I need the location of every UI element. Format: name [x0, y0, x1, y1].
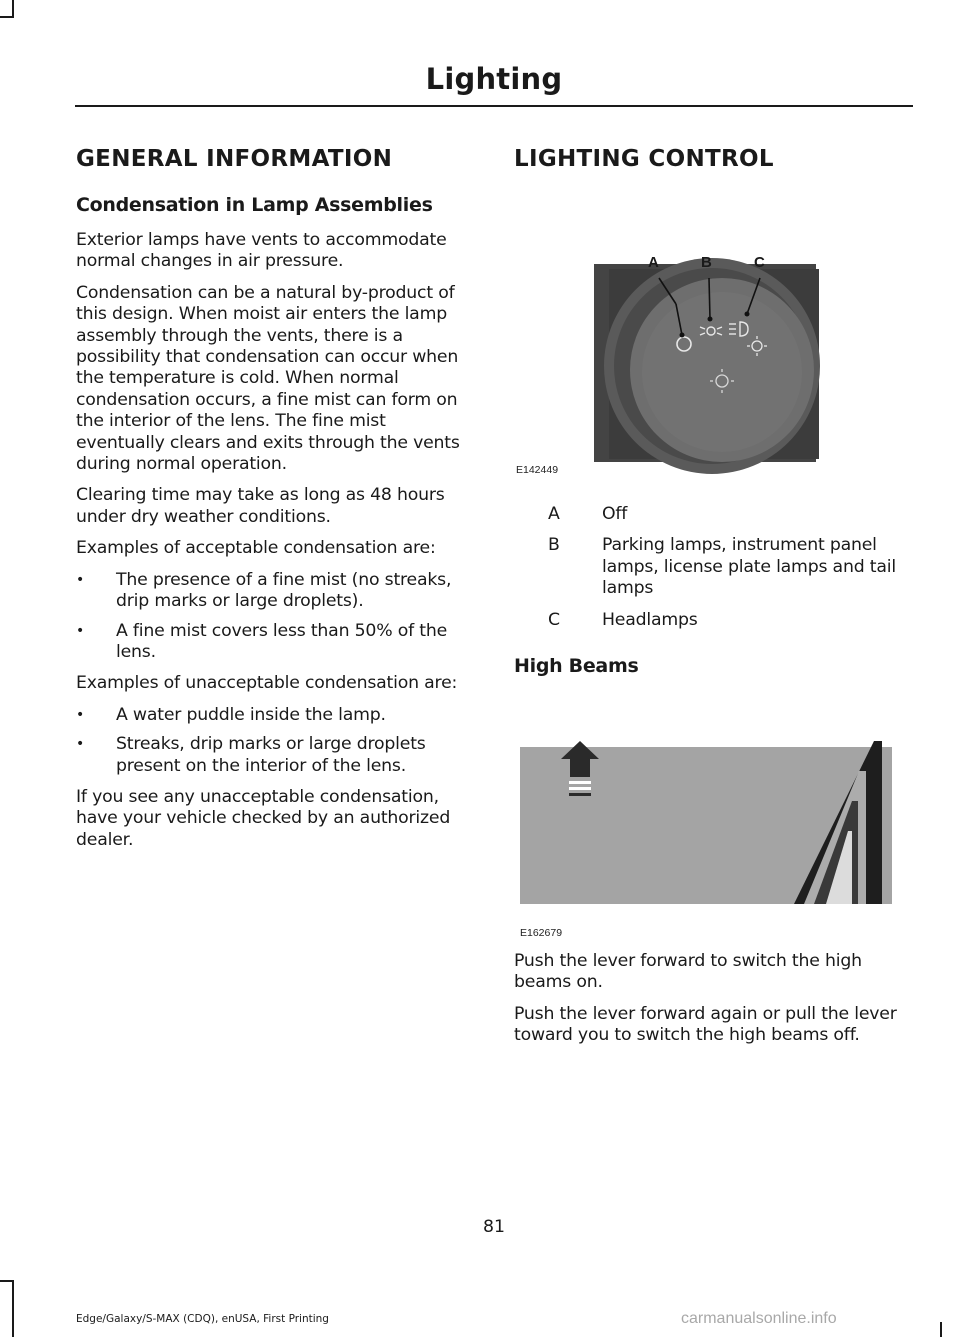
- paragraph: Condensation can be a natural by-product of this design. When moist air enters the lamp assembly through the vents, there is a possibility that condensation can occur when the temperature is cold. When normal condensation occurs, a fine mist can form on the interior of the lens. The fine mist eventually clears and exits through the vents during normal operation.: [76, 282, 460, 475]
- paragraph: Push the lever forward to switch the high beams on.: [514, 951, 862, 993]
- legend-key: A: [548, 504, 560, 524]
- high-beams-subheading: High Beams: [514, 655, 639, 678]
- legend-value: Off: [602, 504, 628, 524]
- lighting-control-heading: LIGHTING CONTROL: [514, 146, 774, 172]
- crop-mark: [0, 1280, 14, 1282]
- lighting-switch-illustration: [514, 194, 914, 494]
- paragraph: Exterior lamps have vents to accommodate normal changes in air pressure.: [76, 230, 447, 272]
- crop-mark: [0, 16, 14, 18]
- header-rule: [75, 105, 913, 107]
- list-item: • The presence of a fine mist (no streaks, drip marks or large droplets).: [76, 570, 476, 613]
- figure-id: E142449: [516, 464, 559, 476]
- left-column: [76, 146, 476, 861]
- general-information-heading: GENERAL INFORMATION: [76, 146, 393, 172]
- high-beam-figure: [514, 691, 914, 951]
- callout-c: C: [754, 254, 765, 271]
- list-item: • Streaks, drip marks or large droplets present on the interior of the lens.: [76, 734, 476, 777]
- figure-id: E162679: [520, 927, 563, 940]
- list-item: • A fine mist covers less than 50% of the lens.: [76, 621, 476, 664]
- paragraph: Clearing time may take as long as 48 hours under dry weather conditions.: [76, 485, 445, 527]
- paragraph: Examples of acceptable condensation are:: [76, 538, 436, 559]
- crop-mark: [12, 1280, 14, 1337]
- acceptable-list: [76, 570, 476, 664]
- watermark: carmanualsonline.info: [681, 1310, 837, 1327]
- legend-key: C: [548, 609, 560, 630]
- unacceptable-list: [76, 705, 476, 777]
- legend-key: B: [548, 535, 560, 556]
- section-title: Lighting: [425, 62, 563, 96]
- crop-mark: [940, 1322, 942, 1337]
- callout-b: B: [701, 254, 712, 271]
- legend: [514, 504, 914, 641]
- lighting-switch-figure: [514, 194, 914, 494]
- legend-value: Parking lamps, instrument panel lamps, license plate lamps and tail lamps: [602, 535, 896, 599]
- page-number: 81: [483, 1217, 505, 1237]
- condensation-subheading: Condensation in Lamp Assemblies: [76, 194, 433, 216]
- edition-line: Edge/Galaxy/S-MAX (CDQ), enUSA, First Printing: [76, 1313, 329, 1325]
- right-column: [514, 146, 914, 1057]
- high-beam-illustration: [514, 711, 894, 931]
- callout-a: A: [648, 254, 659, 271]
- paragraph: Examples of unacceptable condensation are:: [76, 673, 458, 694]
- list-item: • A water puddle inside the lamp.: [76, 705, 476, 726]
- paragraph: If you see any unacceptable condensation, have your vehicle checked by an authorized dealer.: [76, 786, 451, 850]
- legend-value: Headlamps: [602, 609, 698, 630]
- paragraph: Push the lever forward again or pull the lever toward you to switch the high beams off.: [514, 1003, 897, 1046]
